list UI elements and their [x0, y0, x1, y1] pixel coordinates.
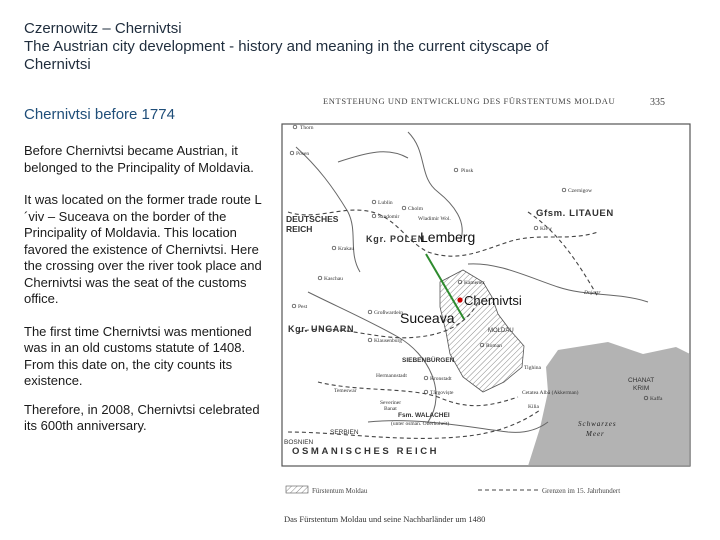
town-hermannstadt: Hermannstadt: [376, 373, 407, 379]
body-text: [24, 143, 264, 451]
paragraph-anniversary: Therefore, in 2008, Chernivtsi celebrated its 600th anniversary.: [24, 401, 260, 433]
region-krim: KRIM: [633, 385, 650, 392]
region-ungarn: Kgr. UNGARN: [288, 324, 355, 334]
sea-label-1: Schwarzes: [578, 420, 617, 428]
town-cetatea: Cetatea Albă (Akkerman): [522, 390, 579, 396]
slide-header: [24, 20, 664, 74]
town-kamenez: Kamenez: [464, 280, 485, 286]
region-deutsches: DEUTSCHES: [286, 214, 339, 224]
town-lublin: Lublin: [378, 200, 393, 206]
region-osmanisches: OSMANISCHES REICH: [292, 446, 440, 457]
town-targoviste: Târgoviște: [430, 390, 454, 396]
town-kiew: Kiew: [540, 226, 552, 232]
book-page-header: ENTSTEHUNG UND ENTWICKLUNG DES FÜRSTENTUMS MOLDAU: [323, 96, 616, 106]
region-chanat: CHANAT: [628, 377, 655, 384]
region-walachei-sub: (unter osman. Oberhoheit): [391, 421, 450, 427]
legend-label-borders: Grenzen im 15. Jahrhundert: [542, 487, 621, 495]
town-sandomir: Sandomir: [378, 214, 400, 220]
paragraph-first-mention: The first time Chernivtsi was mentioned was in an old customs statute of 1408. From this date on, the city counts its existence.: [24, 323, 252, 388]
map-caption: Das Fürstentum Moldau und seine Nachbarländer um 1480: [284, 514, 486, 524]
town-temeswar: Temeswar: [334, 388, 357, 394]
map-svg: [278, 92, 698, 532]
town-thorn: Thorn: [300, 125, 314, 131]
town-cholm: Cholm: [408, 206, 423, 212]
region-siebenburgen: SIEBENBÜRGEN: [402, 357, 455, 364]
annotation-chernivtsi: Chernivtsi: [464, 293, 522, 308]
region-walachei: Fsm. WALACHEI: [398, 412, 450, 419]
annotation-lemberg: Lemberg: [420, 229, 476, 245]
slide-subtitle-line-continued: Chernivtsi: [24, 56, 91, 73]
river-label-dnjestr: Dnjestr: [584, 290, 601, 296]
town-kronstadt: Kronstadt: [430, 376, 452, 382]
region-moldau: MOLDAU: [488, 328, 514, 334]
legend-label-moldau: Fürstentum Moldau: [312, 487, 368, 495]
region-bosnien: BOSNIEN: [284, 439, 314, 446]
town-wladimir: Wladimir Wol.: [418, 216, 451, 222]
slide-subtitle-line: The Austrian city development - history and meaning in the current cityscape of: [24, 38, 549, 55]
town-roman: Roman: [486, 343, 502, 349]
region-severiner: Severiner: [380, 400, 402, 406]
town-krakau: Krakau: [338, 246, 355, 252]
town-tighina: Tighina: [524, 365, 541, 371]
region-polen: Kgr. POLEN: [366, 234, 426, 244]
region-reich: REICH: [286, 224, 313, 234]
section-title: Chernivtsi before 1774: [24, 106, 175, 123]
region-banat: Banat: [384, 406, 397, 412]
town-czerngow: Czernigow: [568, 188, 593, 194]
historical-map: [278, 92, 698, 532]
annotation-suceava: Suceava: [400, 310, 455, 326]
paragraph-intro: Before Chernivtsi became Austrian, it belonged to the Principality of Moldavia.: [24, 143, 254, 175]
chernivtsi-marker: [457, 297, 462, 302]
sea-label-2: Meer: [586, 430, 605, 438]
region-serbien: SERBIEN: [330, 429, 359, 436]
paragraph-trade-route: It was located on the former trade route L´viv – Suceava on the border of the Principality of Moldavia. This location favored the existence of Chernivtsi. Here the crossing over the river took place and Chernivtsi was the seat of the customs office.: [24, 192, 262, 306]
town-posen: Posen: [296, 151, 310, 157]
region-litauen: Gfsm. LITAUEN: [536, 208, 614, 219]
town-pinsk: Pinsk: [461, 168, 474, 174]
book-page-number: 335: [650, 97, 665, 108]
slide-title: Czernowitz – Chernivtsi: [24, 20, 182, 37]
town-kaffa: Kaffa: [650, 396, 663, 402]
town-pest: Pest: [298, 304, 308, 310]
town-grosswardein: Großwardein: [374, 310, 404, 316]
town-klausenburg: Klausenburg: [374, 338, 403, 344]
legend-swatch-moldau: [286, 486, 308, 493]
town-kilia: Kilia: [528, 404, 539, 410]
town-kaschau: Kaschau: [324, 276, 343, 282]
black-sea: [528, 342, 690, 466]
